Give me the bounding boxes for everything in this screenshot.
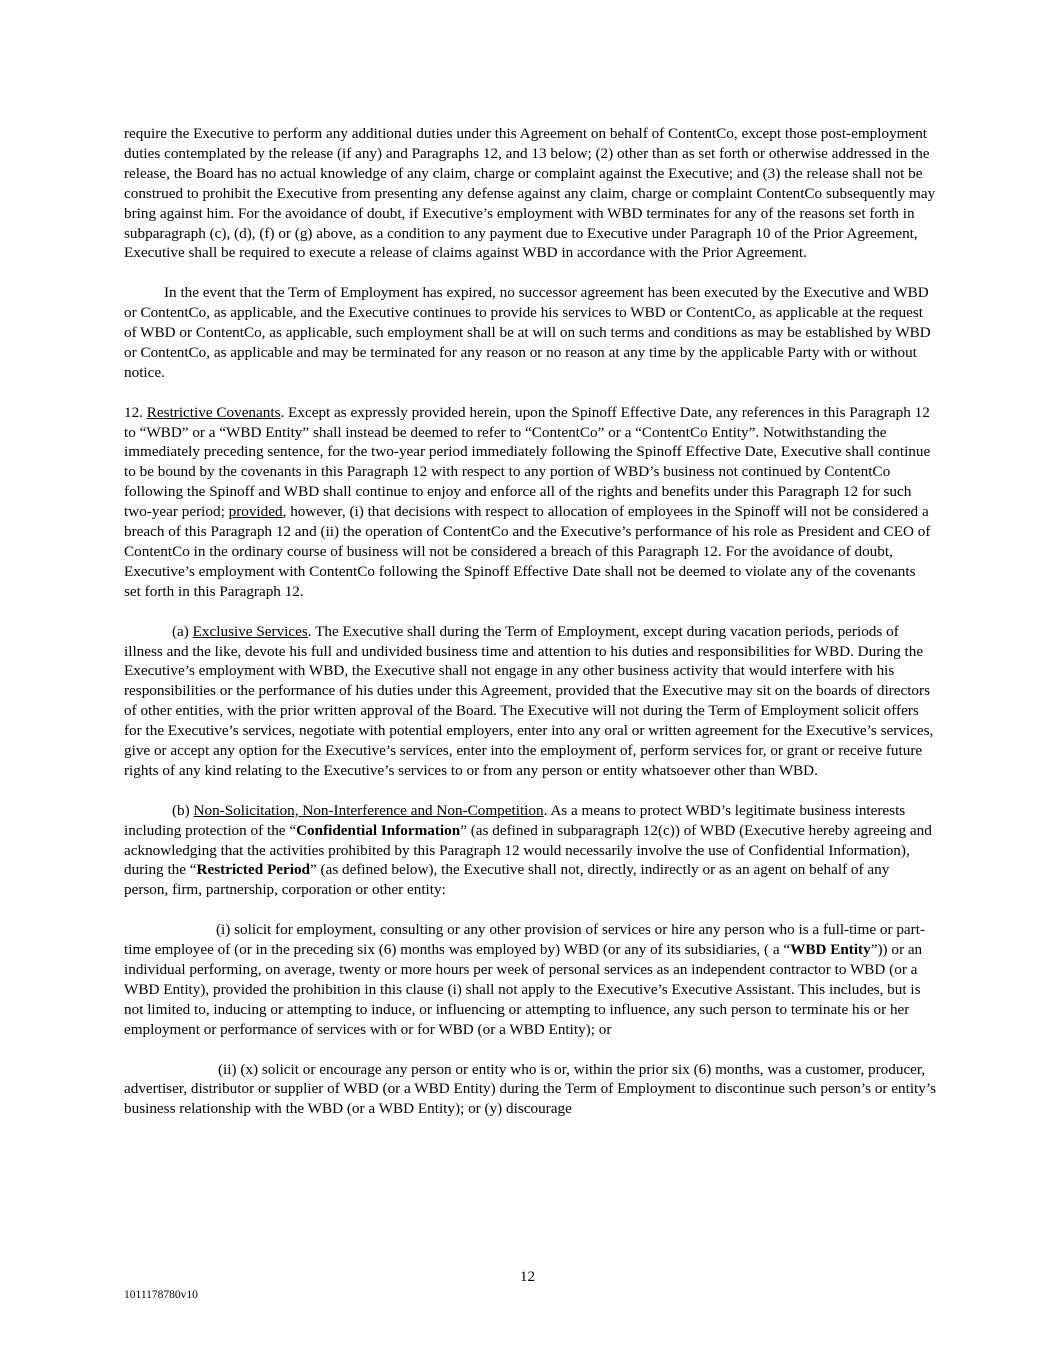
- defined-term-restricted-period: Restricted Period: [196, 861, 310, 879]
- paragraph-text: ” (as defined below), the Executive shall not, directly, indirectly or as an agent on behalf of any person, firm, partnership, corporation or other entity:: [124, 861, 890, 899]
- paragraph-12a-exclusive-services: [124, 622, 936, 781]
- clause-ii-solicit-customers: [124, 1060, 936, 1120]
- subsection-heading: Non-Solicitation, Non-Interference and Non-Competition: [193, 801, 544, 819]
- paragraph-text: require the Executive to perform any additional duties under this Agreement on behalf of ContentCo, except those post-employment duties contemplated by the release (if any) and Paragraphs 12, and 13 below; (2) other than as set forth or otherwise addressed in the release, the Board has no actual knowledge of any claim, charge or complaint against the Executive; and (3) the release shall not be construed to prohibit the Executive from presenting any defense against any claim, charge or complaint ContentCo subsequently may bring against him. For the avoidance of doubt, if Executive’s employment with WBD terminates for any of the reasons set forth in subparagraph (c), (d), (f) or (g) above, as a condition to any payment due to Executive under Paragraph 10 of the Prior Agreement, Executive shall be required to execute a release of claims against WBD in accordance with the Prior Agreement.: [124, 125, 936, 262]
- document-id: 1011178780v10: [124, 1289, 198, 1301]
- paragraph-release-continuation: [124, 124, 936, 263]
- subsection-number: (b): [172, 801, 194, 819]
- clause-i-solicit-employment: [124, 920, 936, 1039]
- provided-term: provided: [228, 503, 283, 521]
- document-body: [124, 124, 936, 1139]
- paragraph-text: ”)) or an individual performing, on average, twenty or more hours per week of personal services as an independent contractor to WBD (or a WBD Entity), provided the prohibition in this clause (i) shall not apply to the Executive’s Executive Assistant. This includes, but is not limited to, inducing or attempting to induce, or influencing or attempting to influence, any such person to terminate his or her employment or performance of services with or for WBD (or a WBD Entity); or: [124, 941, 923, 1038]
- paragraph-text: In the event that the Term of Employment has expired, no successor agreement has been executed by the Executive and WBD or ContentCo, as applicable, and the Executive continues to provide his services to WBD or ContentCo, as applicable at the request of WBD or ContentCo, as applicable, such employment shall be at will on such terms and conditions as may be established by WBD or ContentCo, as applicable and may be terminated for any reason or no reason at any time by the applicable Party with or without notice.: [124, 284, 931, 381]
- paragraph-text: . The Executive shall during the Term of Employment, except during vacation periods, periods of illness and the like, devote his full and undivided business time and attention to his duties and responsibilities for WBD. During the Executive’s employment with WBD, the Executive shall not engage in any other business activity that would interfere with his responsibilities or the performance of his duties under this Agreement, provided that the Executive may sit on the boards of directors of other entities, with the prior written approval of the Board. The Executive will not during the Term of Employment solicit offers for the Executive’s services, negotiate with potential employers, enter into any oral or written agreement for the Executive’s services, give or accept any option for the Executive’s services, enter into the employment of, perform services for, or grant or receive future rights of any kind relating to the Executive’s services to or from any person or entity whatsoever other than WBD.: [124, 622, 934, 779]
- defined-term-confidential-information: Confidential Information: [296, 821, 461, 839]
- paragraph-12-restrictive-covenants: [124, 403, 936, 602]
- paragraph-text: ” (as defined in subparagraph 12(c)) of WBD (Executive hereby agreeing and acknowledging that the activities prohibited by this Paragraph 12 would necessarily involve the use of Confidential Information), during the “: [124, 821, 932, 879]
- paragraph-text: (ii) (x) solicit or encourage any person or entity who is or, within the prior six (6) months, was a customer, producer, advertiser, distributor or supplier of WBD (or a WBD Entity) during the Term of Employment to discontinue such person’s or entity’s business relationship with the WBD (or a WBD Entity); or (y) discourage: [124, 1060, 936, 1118]
- paragraph-text: . As a means to protect WBD’s legitimate business interests including protection of the “: [124, 801, 906, 839]
- paragraph-term-expiry: [124, 283, 936, 383]
- section-heading: Restrictive Covenants: [146, 403, 281, 421]
- subsection-heading: Exclusive Services: [192, 622, 308, 640]
- paragraph-text: . Except as expressly provided herein, upon the Spinoff Effective Date, any references in this Paragraph 12 to “WBD” or a “WBD Entity” shall instead be deemed to refer to “ContentCo” or a “ContentCo Entity”. Notwithstanding the immediately preceding sentence, for the two-year period immediately following the Spinoff Effective Date, Executive shall continue to be bound by the covenants in this Paragraph 12 with respect to any portion of WBD’s business not continued by ContentCo following the Spinoff and WBD shall continue to enjoy and enforce all of the rights and benefits under this Paragraph 12 for such two-year period;: [124, 403, 931, 521]
- paragraph-12b-non-solicitation: [124, 801, 936, 901]
- paragraph-text: (i) solicit for employment, consulting or any other provision of services or hire any person who is a full-time or part-time employee of (or in the preceding six (6) months was employed by) WBD (or any of its subsidiaries, ( a “: [124, 921, 925, 959]
- page-number: 12: [519, 1268, 536, 1285]
- defined-term-wbd-entity: WBD Entity: [790, 941, 871, 959]
- section-number: 12.: [124, 403, 147, 421]
- subsection-number: (a): [172, 622, 193, 640]
- paragraph-text: , however, (i) that decisions with respect to allocation of employees in the Spinoff will not be considered a breach of this Paragraph 12 and (ii) the operation of ContentCo and the Executive’s performance of his role as President and CEO of ContentCo in the ordinary course of business will not be considered a breach of this Paragraph 12. For the avoidance of doubt, Executive’s employment with ContentCo following the Spinoff Effective Date shall not be deemed to violate any of the covenants set forth in this Paragraph 12.: [124, 503, 931, 600]
